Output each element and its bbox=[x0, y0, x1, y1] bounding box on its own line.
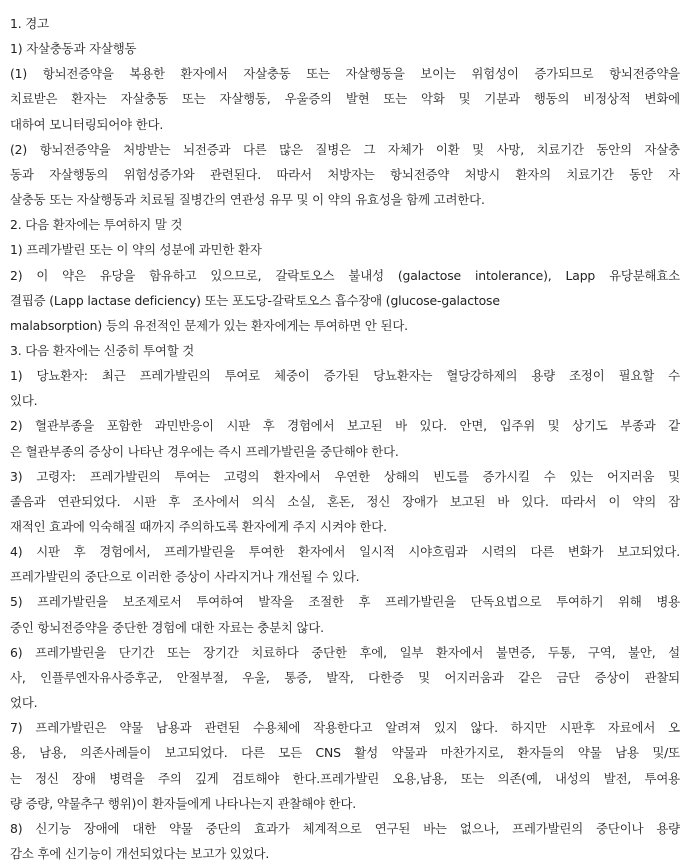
paragraph-line: 졸음과 연관되었다. 시판 후 조사에서 의식 소실, 혼돈, 정신 장애가 보고된 바 있다. 따라서 이 약의 잠 bbox=[10, 493, 680, 509]
paragraph-line: 대하여 모니터링되어야 한다. bbox=[10, 116, 164, 132]
paragraph-line: 결핍증 (Lapp lactase deficiency) 또는 포도당-갈락토오스 흡수장애 (glucose-galactose bbox=[10, 292, 500, 308]
section-heading: 1. 경고 bbox=[10, 16, 49, 31]
paragraph-line: 프레가발린의 중단으로 이러한 증상이 사라지거나 개선될 수 있다. bbox=[10, 569, 360, 585]
paragraph-line: 었다. bbox=[10, 695, 38, 711]
paragraph-line: 살충동 또는 자살행동과 치료될 질병간의 연관성 유무 및 이 약의 유효성을 함께 고려한다. bbox=[10, 192, 485, 208]
paragraph-line: 7) 프레가발린은 약물 남용과 관련된 수용체에 작용한다고 알려져 있지 않다. 하지만 시판후 자료에서 오 bbox=[10, 720, 680, 736]
paragraph-line: 1) 당뇨환자: 최근 프레가발린의 투여로 체중이 증가된 당뇨환자는 혈당강하제의 용량 조정이 필요할 수 bbox=[10, 368, 680, 384]
paragraph-line: 3) 고령자: 프레가발린의 투여는 고령의 환자에서 우연한 상해의 빈도를 증가시킬 수 있는 어지러움 및 bbox=[10, 468, 680, 484]
paragraph-line: 있다. bbox=[10, 393, 38, 409]
paragraph-line: 감소 후에 신기능이 개선되었다는 보고가 있었다. bbox=[10, 845, 270, 861]
paragraph-line: 2) 혈관부종을 포함한 과민반응이 시판 후 경험에서 보고된 바 있다. 안면, 입주위 및 상기도 부종과 같 bbox=[10, 418, 680, 434]
paragraph-line: 용, 남용, 의존사례들이 보고되었다. 다른 모든 CNS 활성 약물과 마찬가지로, 환자들의 약물 남용 및/또 bbox=[10, 745, 680, 761]
paragraph-line: 동과 자살행동의 위험성증가와 관련된다. 따라서 처방자는 항뇌전증약 처방시 환자의 치료기간 동안 자 bbox=[10, 166, 680, 182]
subsection-heading: 1) 자살충동과 자살행동 bbox=[10, 41, 137, 57]
paragraph-line: 은 혈관부종의 증상이 나타난 경우에는 즉시 프레가발린을 중단해야 한다. bbox=[10, 443, 399, 459]
section-heading: 3. 다음 환자에는 신중히 투여할 것 bbox=[10, 342, 195, 358]
paragraph-line: 2) 이 약은 유당을 함유하고 있으므로, 갈락토오스 불내성 (galactose intolerance), Lapp 유당분해효소 bbox=[10, 267, 680, 283]
paragraph-line: 사, 인플루엔자유사증후군, 안절부절, 우울, 통증, 발작, 다한증 및 어지러움과 같은 금단 증상이 관찰되 bbox=[10, 669, 680, 685]
paragraph-line: malabsorption) 등의 유전적인 문제가 있는 환자에게는 투여하면 안 된다. bbox=[10, 317, 408, 333]
paragraph-line: 1) 프레가발린 또는 이 약의 성분에 과민한 환자 bbox=[10, 242, 262, 258]
paragraph-line: 재적인 효과에 익숙해질 때까지 주의하도록 환자에게 주지 시켜야 한다. bbox=[10, 519, 387, 534]
paragraph-line: (1) 항뇌전증약을 복용한 환자에서 자살충동 또는 자살행동을 보이는 위험성이 증가되므로 항뇌전증약을 bbox=[10, 66, 680, 82]
paragraph-line: 량 증량, 약물추구 행위)이 환자들에게 나타나는지 관찰해야 한다. bbox=[10, 795, 357, 811]
paragraph-line: 5) 프레가발린을 보조제로서 투여하여 발작을 조절한 후 프레가발린을 단독요법으로 투여하기 위해 병용 bbox=[10, 594, 680, 610]
paragraph-line: 8) 신기능 장애에 대한 약물 중단의 효과가 체계적으로 연구된 바는 없으나, 프레가발린의 중단이나 용량 bbox=[10, 820, 680, 836]
paragraph-line: 치료받은 환자는 자살충동 또는 자살행동, 우울증의 발현 또는 악화 및 기분과 행동의 비정상적 변화에 bbox=[10, 91, 680, 107]
paragraph-line: 6) 프레가발린을 단기간 또는 장기간 치료하다 중단한 후에, 일부 환자에서 불면증, 두통, 구역, 불안, 설 bbox=[10, 644, 680, 660]
paragraph-line: 4) 시판 후 경험에서, 프레가발린을 투여한 환자에서 일시적 시야흐림과 시력의 다른 변화가 보고되었다. bbox=[10, 544, 680, 560]
section-heading: 2. 다음 환자에는 투여하지 말 것 bbox=[10, 217, 183, 233]
paragraph-line: (2) 항뇌전증약을 처방받는 뇌전증과 다른 많은 질병은 그 자체가 이환 및 사망, 치료기간 동안의 자살충 bbox=[10, 141, 680, 157]
paragraph-line: 는 정신 장애 병력을 주의 깊게 검토해야 한다.프레가발린 오용,남용, 또는 의존(예, 내성의 발전, 투여용 bbox=[10, 770, 680, 786]
paragraph-line: 중인 항뇌전증약을 중단한 경험에 대한 자료는 충분치 않다. bbox=[10, 619, 324, 635]
